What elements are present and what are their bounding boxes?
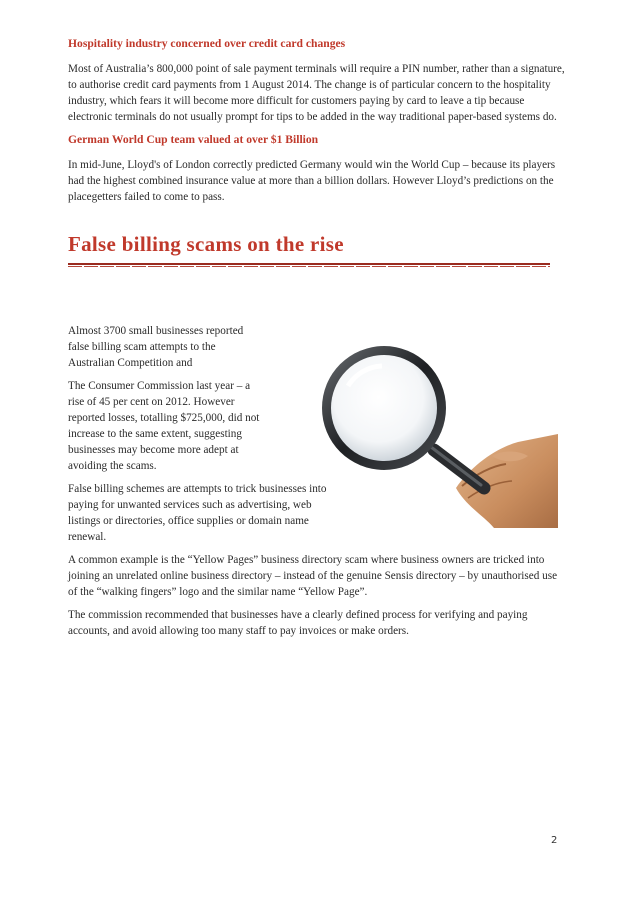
section-title: False billing scams on the rise: [68, 232, 344, 256]
article-paragraph-2: The Consumer Commission last year – a rise of 45 per cent on 2012. However reported losses, totalling $725,000, did not increase to the same extent, suggesting businesses may become more adept at avoiding the scams.: [68, 380, 260, 472]
news-briefs: [68, 36, 566, 265]
news-body-hospitality: Most of Australia’s 800,000 point of sale payment terminals will require a PIN number, rather than a signature, to authorise credit card payments from 1 August 2014. The change is of particular concern to the hospitality industry, which fears it will become more difficult for customers paying by card to leave a tip because electronic terminals do not usually prompt for tips to be added in the way traditional paper-based systems do.: [68, 63, 565, 123]
page-number: 2: [551, 835, 558, 846]
article-paragraph-3: False billing schemes are attempts to trick businesses into paying for unwanted services such as advertising, web listings or directories, office supplies or domain name renewal.: [68, 483, 327, 543]
title-underline: [68, 263, 550, 265]
news-heading-hospitality: Hospitality industry concerned over credit card changes: [68, 37, 346, 50]
news-body-world-cup: In mid-June, Lloyd's of London correctly predicted Germany would win the World Cup – because its players had the highest combined insurance value at more than a billion dollars. However Lloyd’s predictions on the placegetters failed to come to pass.: [68, 159, 556, 203]
article-paragraph-4: A common example is the “Yellow Pages” business directory scam where business owners are tricked into joining an unrelated online business directory – instead of the genuine Sensis directory – by unauthorised use of the “walking fingers” logo and the similar name “Yellow Page”.: [68, 554, 558, 598]
magnifying-glass-icon: [306, 338, 558, 528]
article-paragraph-5: The commission recommended that businesses have a clearly defined process for verifying and paying accounts, and avoid allowing too many staff to pay invoices or make orders.: [68, 609, 528, 637]
article-paragraph-1: Almost 3700 small businesses reported false billing scam attempts to the Australian Competition and: [68, 325, 244, 369]
news-heading-world-cup: German World Cup team valued at over $1 Billion: [68, 133, 319, 146]
